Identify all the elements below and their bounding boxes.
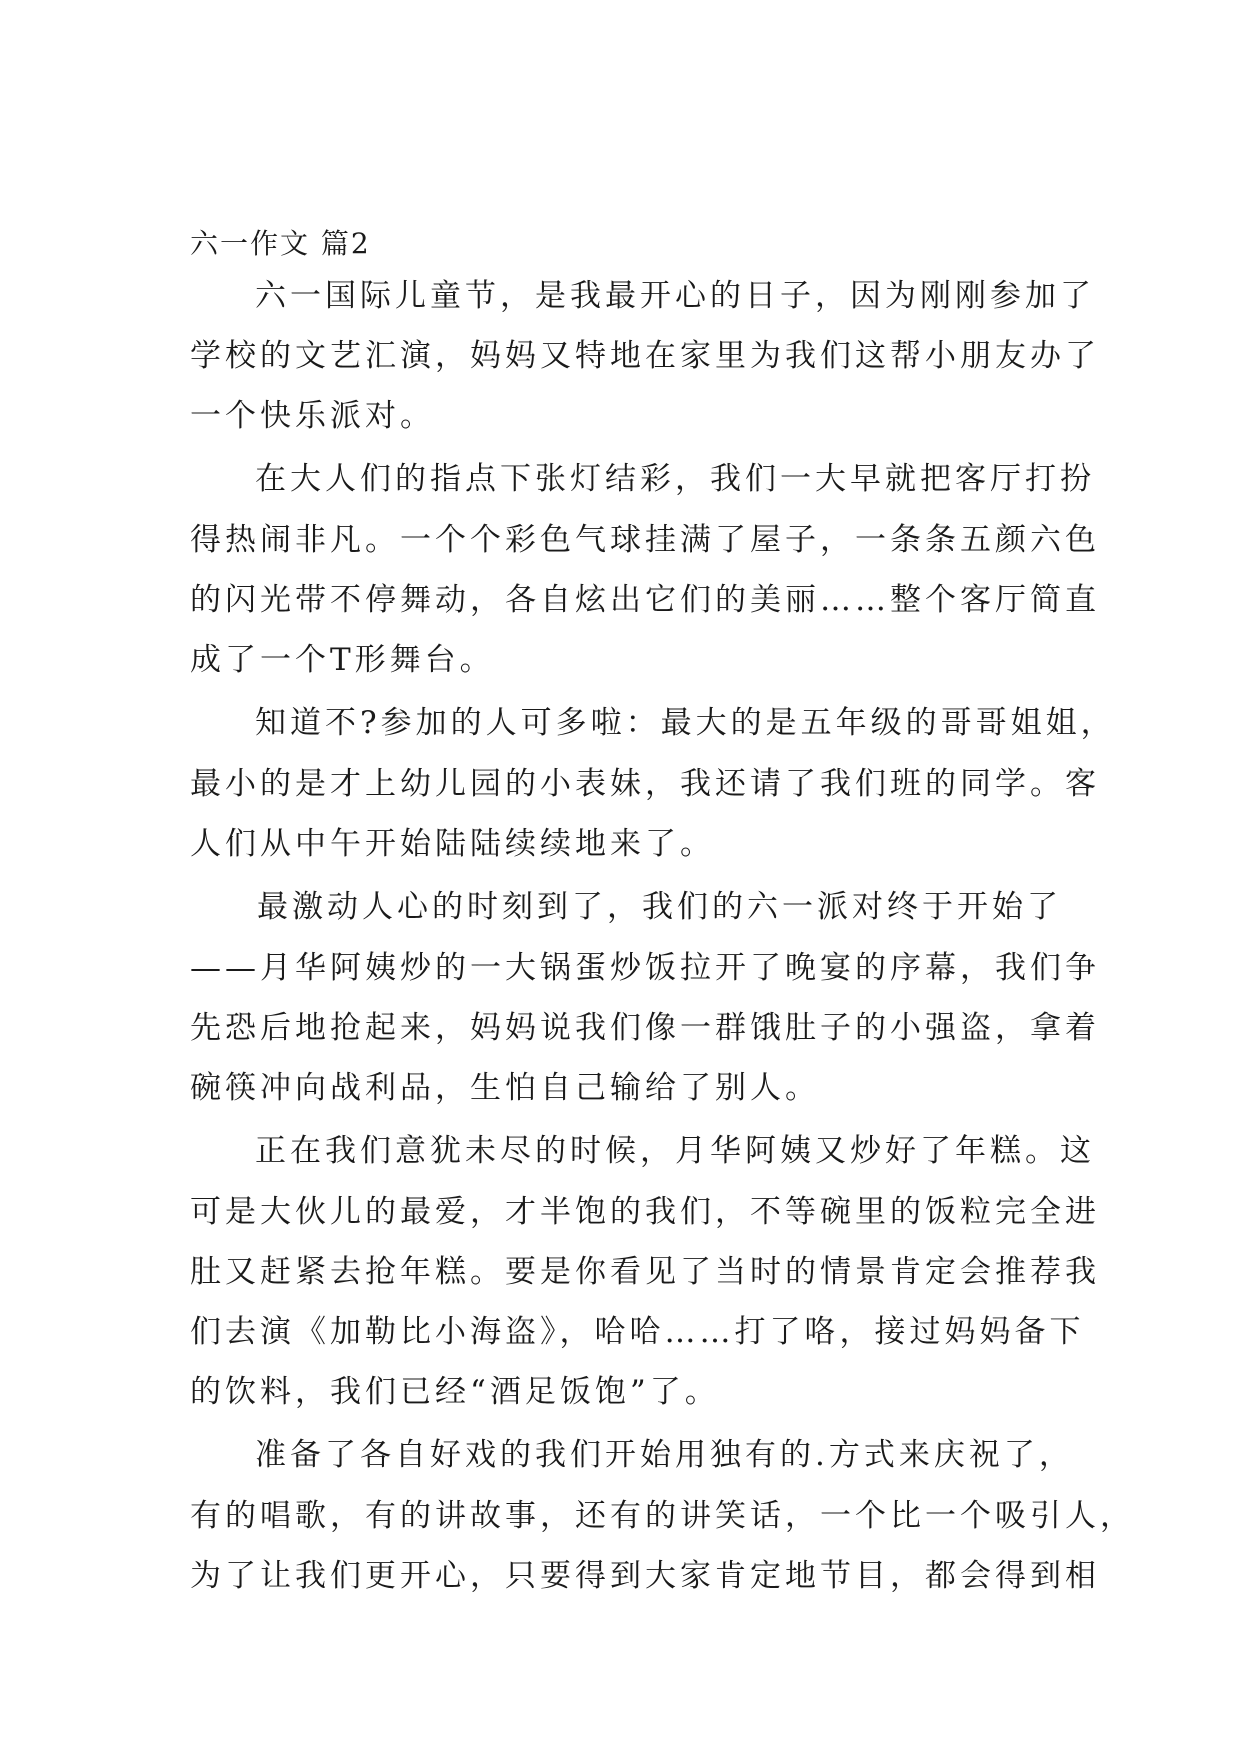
paragraph-line: 最小的是才上幼儿园的小表妹，我还请了我们班的同学。客: [190, 766, 1100, 802]
paragraph-line: 有的唱歌，有的讲故事，还有的讲笑话，一个比一个吸引人，: [190, 1498, 1135, 1534]
paragraph-line: 六一国际儿童节，是我最开心的日子，因为刚刚参加了: [255, 278, 1095, 314]
paragraph-line: 碗筷冲向战利品，生怕自己输给了别人。: [190, 1070, 820, 1106]
paragraph-line: 们去演《加勒比小海盗》，哈哈……打了咯，接过妈妈备下: [190, 1314, 1085, 1350]
paragraph-line: 正在我们意犹未尽的时候，月华阿姨又炒好了年糕。这: [255, 1133, 1095, 1169]
paragraph-line: 知道不?参加的人可多啦：最大的是五年级的哥哥姐姐，: [255, 705, 1116, 741]
paragraph-line: 的闪光带不停舞动，各自炫出它们的美丽……整个客厅简直: [190, 582, 1100, 618]
paragraph-line: 一个快乐派对。: [190, 398, 435, 434]
paragraph-line: 得热闹非凡。一个个彩色气球挂满了屋子，一条条五颜六色: [190, 522, 1100, 558]
paragraph-line: 可是大伙儿的最爱，才半饱的我们，不等碗里的饭粒完全进: [190, 1194, 1100, 1230]
paragraph-line: 在大人们的指点下张灯结彩，我们一大早就把客厅打扮: [255, 461, 1095, 497]
paragraph-line: 最激动人心的时刻到了，我们的六一派对终于开始了: [257, 889, 1062, 925]
paragraph-line: ——月华阿姨炒的一大锅蛋炒饭拉开了晚宴的序幕，我们争: [190, 950, 1100, 986]
paragraph-line: 人们从中午开始陆陆续续地来了。: [190, 826, 715, 862]
paragraph-line: 先恐后地抢起来，妈妈说我们像一群饿肚子的小强盗，拿着: [190, 1010, 1100, 1046]
document-title: 六一作文 篇2: [190, 227, 371, 260]
paragraph-line: 成了一个T形舞台。: [190, 642, 495, 678]
paragraph-line: 准备了各自好戏的我们开始用独有的.方式来庆祝了，: [255, 1437, 1074, 1473]
paragraph-line: 学校的文艺汇演，妈妈又特地在家里为我们这帮小朋友办了: [190, 338, 1100, 374]
paragraph-line: 的饮料，我们已经“酒足饭饱”了。: [190, 1374, 720, 1410]
paragraph-line: 为了让我们更开心，只要得到大家肯定地节目，都会得到相: [190, 1558, 1100, 1594]
paragraph-line: 肚又赶紧去抢年糕。要是你看见了当时的情景肯定会推荐我: [190, 1254, 1100, 1290]
